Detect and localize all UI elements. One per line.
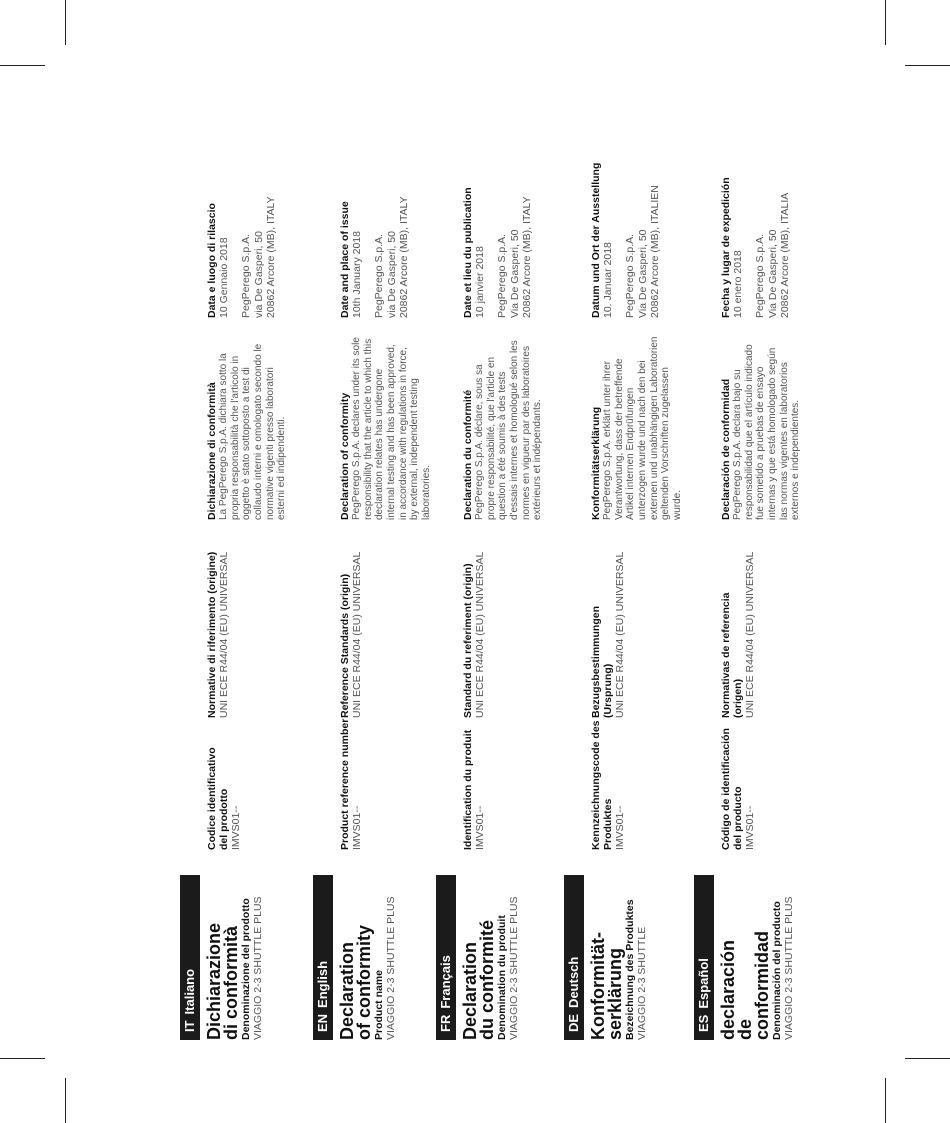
conformity-label: Konformitätserklärung	[590, 406, 602, 520]
ref-number-label: Kennzeichnungscode des Produktes	[590, 720, 615, 850]
issue-date: 10th January 2018	[351, 231, 364, 318]
issue-date: 10. Januar 2018	[602, 242, 615, 318]
issue-date: 10 Gennaio 2018	[218, 237, 231, 318]
issue-section	[720, 148, 791, 318]
standards-label: Normativas de referencia (origen)	[720, 592, 745, 718]
ref-number-label: Código de identificación del producto	[720, 728, 745, 850]
standards: UNI ECE R44/04 (EU) UNIVERSAL	[474, 551, 487, 718]
product-name: VIAGGIO 2-3 SHUTTLE PLUS	[385, 896, 398, 1040]
conformity-label: Dichiarazione di conformità	[206, 382, 218, 520]
conformity-section	[339, 335, 432, 520]
crop-mark	[885, 0, 886, 45]
crop-mark	[905, 65, 950, 66]
date-label: Data e luogo di rilascio	[206, 203, 218, 318]
declaration-document	[180, 110, 802, 1040]
standards-label: Normative di riferimento (origine)	[206, 551, 218, 718]
product-name: VIAGGIO 2-3 SHUTTLE PLUS	[508, 896, 521, 1040]
conformity-text: PegPerego S.p.A. declares under its sole responsibility that the article to which this declaration relates has undergone internal testing and has been approved, in accordance with regulations in force, by external, independent testing laboratories.	[351, 337, 432, 520]
conformity-section	[206, 340, 288, 520]
address-line: PegPerego S.p.A.	[373, 233, 386, 318]
crop-mark	[885, 1078, 886, 1123]
language-header: DEDeutsch	[564, 875, 584, 1040]
reference-section	[720, 720, 757, 850]
date-label: Datum und Ort der Ausstellung	[590, 162, 602, 318]
crop-mark	[65, 1078, 66, 1123]
address-line: PegPerego S.p.A.	[496, 233, 509, 318]
conformity-section	[462, 335, 544, 520]
title-section	[590, 870, 648, 1040]
language-header: ITItaliano	[180, 875, 200, 1040]
standards-section	[462, 538, 486, 718]
document-title: Dichiarazione di conformità	[204, 922, 241, 1040]
address-line: Via De Gasperi, 50	[766, 229, 779, 318]
reference-section	[206, 740, 243, 850]
product-name: VIAGGIO 2-3 SHUTTLE PLUS	[783, 896, 796, 1040]
reference-section	[462, 710, 486, 850]
title-section	[339, 870, 397, 1040]
issue-section	[590, 148, 661, 318]
standards: UNI ECE R44/04 (EU) UNIVERSAL	[351, 551, 364, 718]
standards-section	[720, 538, 757, 718]
conformity-text: PegPerego S.p.A. erklärt unter ihrer Verantwortung, dass der betreffende Artikel internen Endprüfungen unterzogen wurde und nach den bei externen und unabhängigen Laboratorien geltenden Vorschriften zugelassen wurde.	[602, 336, 683, 520]
crop-mark	[0, 1058, 45, 1059]
language-header: ESEspañol	[694, 875, 714, 1040]
ref-number-label: Product reference number	[339, 718, 351, 850]
ref-number-label: Codice identificativo del prodotto	[206, 747, 231, 850]
ref-number: IMVS01--	[351, 805, 364, 850]
address-line: PegPerego S.p.A.	[624, 233, 637, 318]
product-name-label: Product name	[373, 969, 385, 1040]
address-line: PegPerego S.p.A.	[754, 233, 767, 318]
ref-number-label: Identification du produit	[462, 729, 474, 850]
language-header: FRFrançais	[436, 875, 456, 1040]
product-name-label: Denominazione del prodotto	[240, 898, 252, 1040]
address-line: Via De Gasperi, 50	[636, 229, 649, 318]
conformity-label: Declaración de conformidad	[720, 378, 732, 520]
language-section-es	[694, 110, 800, 1040]
address-line: 20862 Arcore (MB), ITALIEN	[648, 185, 661, 318]
conformity-label: Declaration of conformity	[339, 392, 351, 520]
issue-date: 10 enero 2018	[732, 250, 745, 318]
issue-section	[462, 148, 533, 318]
standards-label: Standard du referiment (origin)	[462, 563, 474, 718]
address-line: via De Gasperi, 50	[385, 231, 398, 318]
issue-section	[206, 148, 277, 318]
conformity-text: PegPerego S.p.A. declara bajo su responsabilidad que el artículo indicado fue sometido a pruebas de ensayo internas y que está homologado según las normas vigentes en laboratorios externos e independientes.	[732, 344, 802, 520]
conformity-section	[590, 335, 683, 520]
language-section-fr	[436, 110, 542, 1040]
ref-number: IMVS01--	[230, 805, 243, 850]
standards-section	[206, 546, 230, 718]
product-name: VIAGGIO 2-3 SHUTTLE PLUS	[252, 896, 265, 1040]
standards: UNI ECE R44/04 (EU) UNIVERSAL	[218, 551, 231, 718]
product-name-label: Bezeichnung des Produktes	[624, 899, 636, 1040]
product-name-label: Denomination du produit	[496, 915, 508, 1040]
reference-section	[590, 720, 627, 850]
product-name-label: Denominación del producto	[771, 901, 783, 1040]
address-line: 20862 Arcore (MB), ITALY	[264, 196, 277, 318]
standards-section	[590, 538, 627, 718]
issue-section	[339, 148, 410, 318]
language-section-it	[180, 110, 286, 1040]
standards-section	[339, 546, 363, 718]
address-line: PegPerego S.p.A.	[240, 233, 253, 318]
standards-label: Bezugsbestimmungen (Ursprung)	[590, 605, 615, 718]
language-section-de	[564, 110, 683, 1040]
standards-label: Reference Standards (origin)	[339, 573, 351, 718]
product-name: VIAGGIO 2-3 SHUTTLE	[636, 926, 649, 1040]
title-section	[206, 870, 264, 1040]
title-section	[720, 870, 795, 1040]
document-title: Declaration du conformité	[460, 920, 497, 1040]
ref-number: IMVS01--	[474, 805, 487, 850]
reference-section	[339, 700, 363, 850]
date-label: Fecha y lugar de expedición	[720, 177, 732, 318]
issue-date: 10 janvier 2018	[474, 246, 487, 318]
date-label: Date et lieu du publication	[462, 187, 474, 318]
document-title: Declaration of conformity	[337, 925, 374, 1040]
address-line: 20862 Arcore (MB), ITALY	[397, 196, 410, 318]
ref-number: IMVS01--	[614, 805, 627, 850]
title-section	[462, 870, 520, 1040]
language-header: ENEnglish	[313, 875, 333, 1040]
document-title: Konformität-serklärung	[588, 932, 625, 1040]
crop-mark	[0, 65, 45, 66]
conformity-text: PegPerego S.p.A. déclare, sous sa propre responsabilité, que l'article en question a été soumis à des tests d'essais internes et homologué selon les normes en vigueur par des laboratoires extérieurs et indépendants.	[474, 340, 544, 520]
address-line: via De Gasperi, 50	[252, 231, 265, 318]
address-line: 20862 Arcore (MB), ITALIA	[778, 192, 791, 318]
date-label: Date and place of issue	[339, 201, 351, 318]
address-line: 20862 Arcore (MB), ITALY	[520, 196, 533, 318]
address-line: Via De Gasperi, 50	[508, 229, 521, 318]
standards: UNI ECE R44/04 (EU) UNIVERSAL	[614, 551, 627, 718]
conformity-section	[720, 335, 802, 520]
standards: UNI ECE R44/04 (EU) UNIVERSAL	[744, 551, 757, 718]
conformity-text: La PegPerego S.p.A. dichiara sotto la propria responsabilità che l'articolo in oggetto è stato sottoposto a test di collaudo interni e omologato secondo le normative vigenti presso laboratori esterni ed indipendenti.	[218, 343, 288, 520]
conformity-label: Declaration du conformité	[462, 389, 474, 520]
crop-mark	[905, 1058, 950, 1059]
crop-mark	[65, 0, 66, 45]
ref-number: IMVS01--	[744, 805, 757, 850]
document-title: declaración de conformidad	[718, 930, 772, 1040]
language-section-en	[313, 110, 432, 1040]
